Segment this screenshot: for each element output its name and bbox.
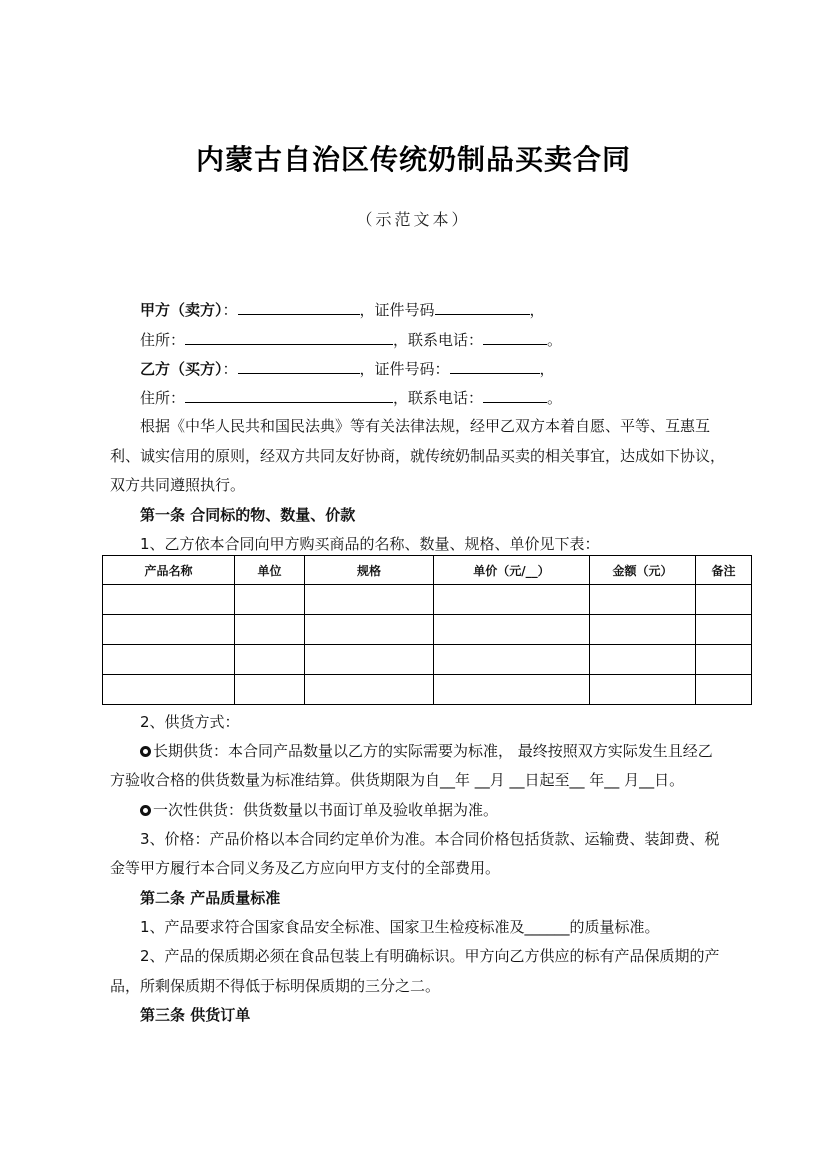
article-2-item-1: 1、产品要求符合国家食品安全标准、国家卫生检疫标准及______的质量标准。 <box>140 918 660 936</box>
article-2-heading: 第二条 产品质量标准 <box>140 889 281 907</box>
party-a-address-line <box>140 329 730 350</box>
article-2-item-2-line-1: 2、产品的保质期必须在食品包装上有明确标识。甲方向乙方供应的标有产品保质期的产 <box>140 947 720 965</box>
article-3-heading: 第三条 供货订单 <box>140 1006 251 1024</box>
party-a-line <box>140 299 730 320</box>
party-b-label: 乙方（买方） <box>140 360 223 378</box>
party-b-address-label: 住所： <box>140 389 186 407</box>
table-cell[interactable] <box>434 645 590 675</box>
table-cell[interactable] <box>434 585 590 615</box>
option-long-term-text: 长期供货：本合同产品数量以乙方的实际需要为标准， 最终按照双方实际发生且经乙 <box>153 742 713 760</box>
table-cell[interactable] <box>590 675 696 705</box>
preamble-line-2: 利、诚实信用的原则，经双方共同友好协商，就传统奶制品买卖的相关事宜，达成如下协议， <box>110 447 726 465</box>
table-row <box>103 675 752 705</box>
party-b-phone-label: ，联系电话： <box>393 389 484 407</box>
table-cell[interactable] <box>103 675 235 705</box>
table-row <box>103 585 752 615</box>
table-cell[interactable] <box>590 615 696 645</box>
table-cell[interactable] <box>434 615 590 645</box>
preamble-line-1: 根据《中华人民共和国民法典》等有关法律法规，经甲乙双方本着自愿、平等、互惠互 <box>140 417 711 435</box>
table-cell[interactable] <box>696 615 752 645</box>
party-b-phone-field[interactable] <box>483 387 547 403</box>
party-a-id-label: ，证件号码 <box>359 301 435 319</box>
article-1-item-2: 2、供货方式： <box>140 713 240 731</box>
table-cell[interactable] <box>103 615 235 645</box>
article-2-item-2-line-2: 品，所剩保质期不得低于标明保质期的三分之二。 <box>110 977 441 995</box>
table-row <box>103 615 752 645</box>
radio-selected-icon[interactable] <box>140 805 151 816</box>
contract-title: 内蒙古自治区传统奶制品买卖合同 <box>195 143 631 176</box>
table-cell[interactable] <box>305 675 434 705</box>
table-cell[interactable] <box>235 675 305 705</box>
table-cell[interactable] <box>696 645 752 675</box>
radio-selected-icon[interactable] <box>140 746 151 757</box>
table-cell[interactable] <box>305 585 434 615</box>
party-b-line <box>140 358 730 379</box>
goods-table <box>102 555 752 705</box>
party-a-name-field[interactable] <box>238 299 360 315</box>
table-cell[interactable] <box>590 645 696 675</box>
party-b-address-field[interactable] <box>185 387 393 403</box>
table-cell[interactable] <box>103 645 235 675</box>
party-a-phone-end: 。 <box>547 331 563 349</box>
party-a-colon: ： <box>222 301 238 319</box>
article-1-item-1: 1、乙方依本合同向甲方购买商品的名称、数量、规格、单价见下表： <box>140 535 600 553</box>
contract-subtitle: （示范文本） <box>356 210 471 229</box>
party-b-id-field[interactable] <box>450 358 540 374</box>
party-a-id-field[interactable] <box>435 299 530 315</box>
party-b-phone-end: 。 <box>547 389 563 407</box>
party-a-address-label: 住所： <box>140 331 186 349</box>
table-cell[interactable] <box>590 585 696 615</box>
party-b-address-line <box>140 387 730 408</box>
table-header-row <box>103 556 752 585</box>
header-unit: 单位 <box>235 556 305 585</box>
header-product-name: 产品名称 <box>103 556 235 585</box>
party-b-name-field[interactable] <box>238 358 360 374</box>
article-1-item-3-line-2: 金等甲方履行本合同义务及乙方应向甲方支付的全部费用。 <box>110 859 501 877</box>
party-a-label: 甲方（卖方） <box>140 301 223 319</box>
party-a-id-end: ， <box>529 301 545 319</box>
preamble-line-3: 双方共同遵照执行。 <box>110 476 246 494</box>
table-cell[interactable] <box>305 615 434 645</box>
party-a-address-field[interactable] <box>185 329 393 345</box>
table-cell[interactable] <box>696 585 752 615</box>
article-1-item-3-line-1: 3、价格：产品价格以本合同约定单价为准。本合同价格包括货款、运输费、装卸费、税 <box>140 830 720 848</box>
table-cell[interactable] <box>103 585 235 615</box>
party-b-colon: ： <box>222 360 238 378</box>
header-remarks: 备注 <box>696 556 752 585</box>
table-cell[interactable] <box>434 675 590 705</box>
party-b-id-end: ， <box>539 360 555 378</box>
header-unit-price: 单价（元/__） <box>434 556 590 585</box>
party-a-phone-label: ，联系电话： <box>393 331 484 349</box>
party-b-id-label: ，证件号码： <box>359 360 450 378</box>
article-1-heading: 第一条 合同标的物、数量、价款 <box>140 506 356 524</box>
table-cell[interactable] <box>696 675 752 705</box>
table-cell[interactable] <box>235 645 305 675</box>
option-long-term-line-2: 方验收合格的供货数量为标准结算。供货期限为自__年 __月 __日起至__ 年__ 月__日。 <box>110 771 685 789</box>
option-one-time-text: 一次性供货：供货数量以书面订单及验收单据为准。 <box>153 801 499 819</box>
option-one-time-line <box>140 800 730 820</box>
header-spec: 规格 <box>305 556 434 585</box>
option-long-term-line-1 <box>140 741 730 761</box>
table-cell[interactable] <box>235 585 305 615</box>
table-cell[interactable] <box>235 615 305 645</box>
party-a-phone-field[interactable] <box>483 329 547 345</box>
table-cell[interactable] <box>305 645 434 675</box>
table-row <box>103 645 752 675</box>
header-amount: 金额（元） <box>590 556 696 585</box>
